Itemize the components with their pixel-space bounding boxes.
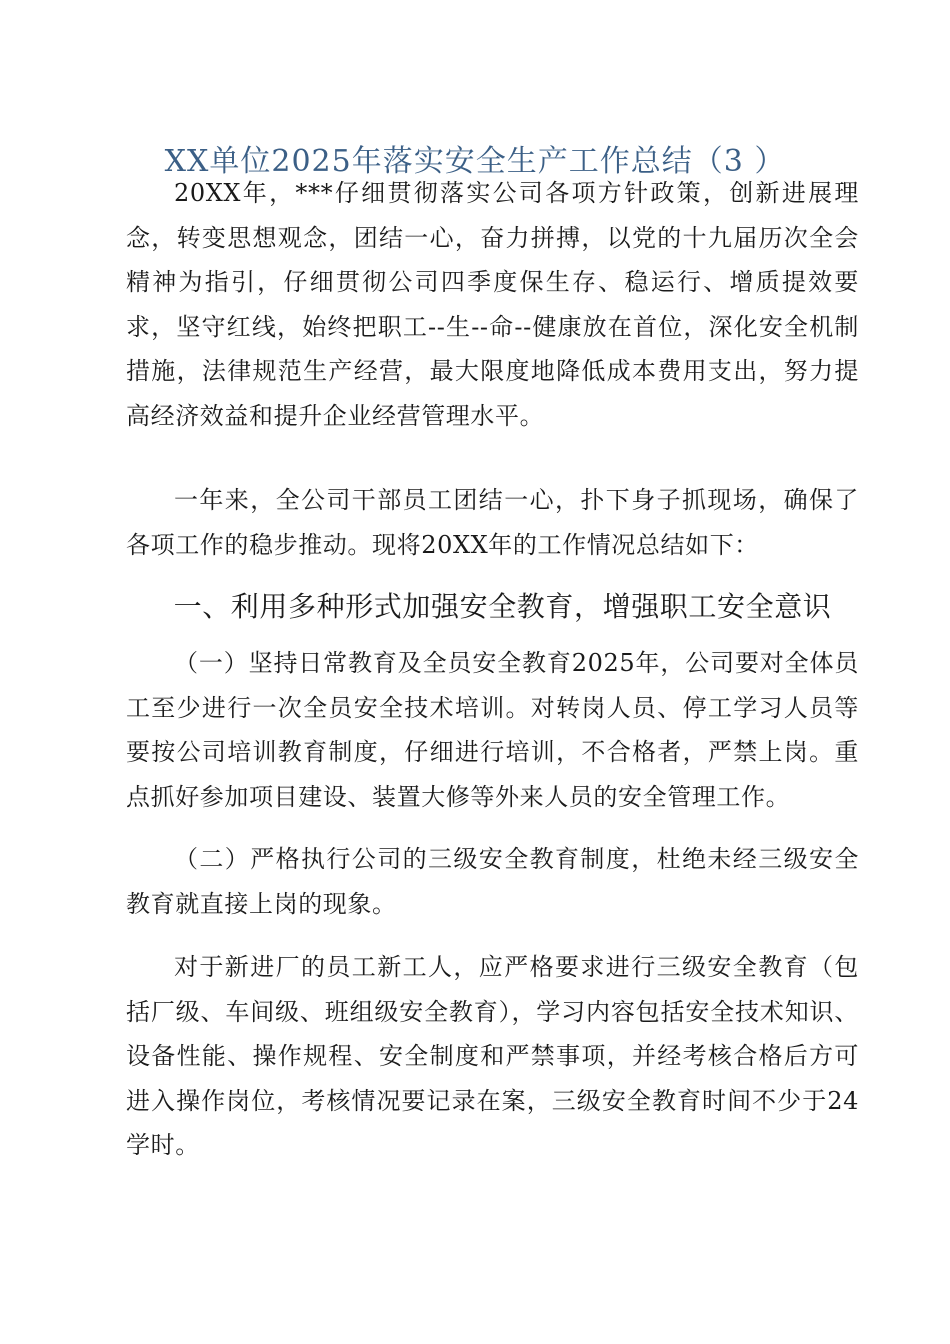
paragraph-new-workers: 对于新进厂的员工新工人，应严格要求进行三级安全教育（包括厂级、车间级、班组级安全教育），学习内容包括安全技术知识、设备性能、操作规程、安全制度和严禁事项，并经考核合格后方可进入操作岗位，考核情况要记录在案，三级安全教育时间不少于24学时。: [126, 953, 859, 1159]
paragraph-intro: 20XX年，***仔细贯彻落实公司各项方针政策，创新进展理念，转变思想观念，团结一心，奋力拼搏，以党的十九届历次全会精神为指引，仔细贯彻公司四季度保生存、稳运行、增质提效要求，坚守红线，始终把职工--生--命--健康放在首位，深化安全机制措施，法律规范生产经营，最大限度地降低成本费用支出，努力提高经济效益和提升企业经营管理水平。: [126, 179, 859, 430]
paragraph-item-1: （一）坚持日常教育及全员安全教育2025年，公司要对全体员工至少进行一次全员安全技术培训。对转岗人员、停工学习人员等要按公司培训教育制度，仔细进行培训，不合格者，严禁上岗。重点抓好参加项目建设、装置大修等外来人员的安全管理工作。: [126, 649, 859, 811]
paragraph-item-2: （二）严格执行公司的三级安全教育制度，杜绝未经三级安全教育就直接上岗的现象。: [126, 845, 859, 918]
paragraph-summary: 一年来，全公司干部员工团结一心，扑下身子抓现场，确保了各项工作的稳步推动。现将20XX年的工作情况总结如下：: [126, 486, 859, 559]
section-heading: 一、利用多种形式加强安全教育，增强职工安全意识: [173, 590, 832, 623]
document-title: XX单位2025年落实安全生产工作总结（3 ）: [164, 144, 786, 179]
